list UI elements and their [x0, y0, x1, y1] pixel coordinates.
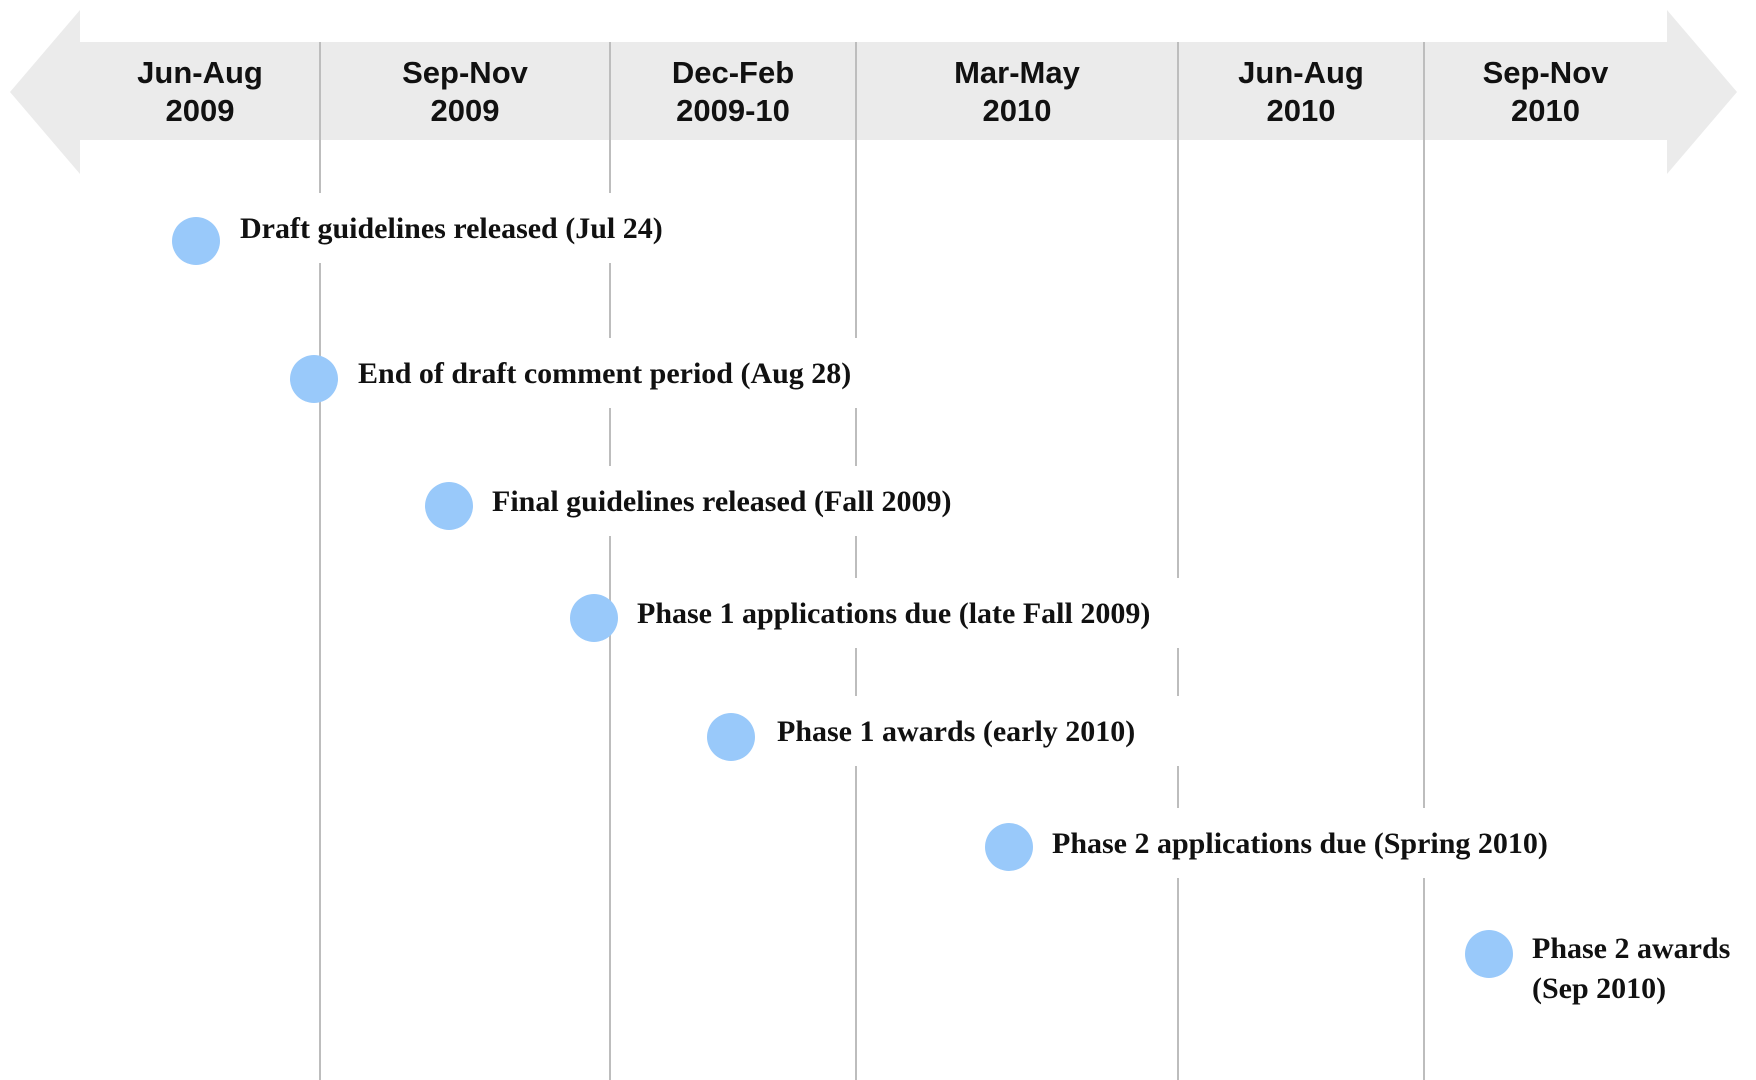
- period-year: 2009-10: [676, 93, 790, 128]
- period-months: Jun-Aug: [137, 55, 263, 90]
- event-label: [1532, 929, 1730, 1009]
- event-marker-dot: [570, 594, 618, 642]
- period-months: Jun-Aug: [1238, 55, 1364, 90]
- event-label-line: Phase 1 awards (early 2010): [777, 715, 1136, 748]
- period-year: 2010: [1266, 93, 1336, 128]
- period-months: Sep-Nov: [402, 55, 528, 90]
- period-dividers: [320, 42, 1424, 1080]
- event-label-line: Phase 2 applications due (Spring 2010): [1052, 827, 1548, 860]
- period-year: 2009: [430, 93, 500, 128]
- period-year: 2010: [1511, 93, 1580, 128]
- event-marker-dot: [290, 355, 338, 403]
- event-label-line: Final guidelines released (Fall 2009): [492, 485, 952, 518]
- event-label: [358, 354, 851, 394]
- event-label: [240, 209, 663, 249]
- period-header: [1424, 52, 1667, 132]
- event-marker-dot: [985, 823, 1033, 871]
- period-months: Mar-May: [954, 55, 1080, 90]
- period-year: 2010: [982, 93, 1052, 128]
- event-label-line: (Sep 2010): [1532, 972, 1667, 1005]
- period-months: Dec-Feb: [671, 55, 795, 90]
- event-marker-dot: [172, 217, 220, 265]
- event-label: [777, 712, 1135, 752]
- period-year: 2009: [165, 93, 235, 128]
- period-header: [610, 52, 856, 132]
- event-marker-dot: [1465, 930, 1513, 978]
- event-label-line: Phase 1 applications due (late Fall 2009): [637, 597, 1151, 630]
- event-marker-dot: [425, 482, 473, 530]
- event-label-line: Phase 2 awards: [1532, 932, 1731, 965]
- period-header: [80, 52, 320, 132]
- event-marker-dot: [707, 713, 755, 761]
- event-label-line: Draft guidelines released (Jul 24): [240, 212, 663, 245]
- period-header: [856, 52, 1178, 132]
- event-label: [492, 482, 951, 522]
- event-label: [1052, 824, 1548, 864]
- event-label: [637, 594, 1150, 634]
- period-header: [1178, 52, 1424, 132]
- period-months: Sep-Nov: [1482, 55, 1609, 90]
- event-label-line: End of draft comment period (Aug 28): [358, 357, 852, 390]
- period-header: [320, 52, 610, 132]
